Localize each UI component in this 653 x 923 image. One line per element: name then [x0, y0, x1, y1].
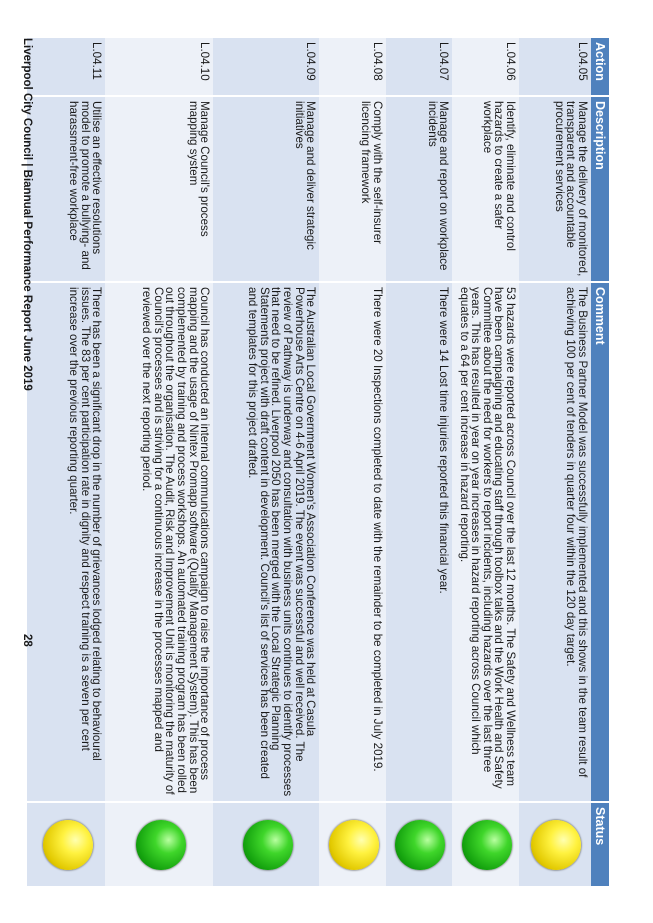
table-row: [519, 38, 591, 886]
status-cell: [319, 802, 386, 886]
status-green-light-icon: [243, 820, 293, 870]
action-description: Comply with the self-insurer licencing framework: [319, 96, 386, 282]
table-row: [105, 38, 213, 886]
action-code: L.04.09: [213, 38, 319, 96]
action-description: Manage the delivery of monitored, transparent and accountable procurement services: [519, 96, 591, 282]
action-description: Utilise an effective resolutions model to promote a bullying- and harassment-free workplace: [27, 96, 105, 282]
header-action: Action: [591, 38, 609, 96]
status-yellow-light-icon: [43, 820, 93, 870]
action-comment: 53 hazards were reported across Council over the last 12 months. The Safety and Wellness team have been campaigning and educating staff through toolbox talks and the Work Health and Safety Committee about the need for workers to report incidents, including hazards over the last three years. This has resulted in year on year increases in hazard reporting across Council which equates to a 64 per cent increase in hazard reporting.: [452, 282, 519, 802]
status-yellow-light-icon: [531, 820, 581, 870]
table-body: [27, 38, 591, 886]
action-comment: The Australian Local Government Women's Association Conference was held at Casula Powerhouse Arts Centre on 4-6 April 2019. The event was successful and well received. The review of Pathway is underway and consultation with business units continues to identify processes that need to be refined. Liverpool 2050 has been merged with the Local Strategic Planning Statements project with draft content in development. Council's list of services has been created and templates for this project drafted.: [213, 282, 319, 802]
status-cell: [386, 802, 453, 886]
action-description: Identify, eliminate and control hazards to create a safer workplace: [452, 96, 519, 282]
status-cell: [213, 802, 319, 886]
footer-page-number: 28: [21, 634, 33, 647]
action-code: L.04.05: [519, 38, 591, 96]
action-code: L.04.10: [105, 38, 213, 96]
action-comment: There has been a significant drop in the number of grievances lodged relating to behavioural issues. The 83 per cent participation rate in dignity and respect training is a seven per cent increase over the previous reporting quarter.: [27, 282, 105, 802]
table-header-row: [591, 38, 609, 886]
status-cell: [27, 802, 105, 886]
action-comment: There were 14 Lost time injuries reported this financial year.: [386, 282, 453, 802]
status-yellow-light-icon: [329, 820, 379, 870]
table-row: [213, 38, 319, 886]
action-code: L.04.11: [27, 38, 105, 96]
page-footer: [17, 38, 33, 886]
header-status: Status: [591, 802, 609, 886]
header-description: Description: [591, 96, 609, 282]
action-code: L.04.07: [386, 38, 453, 96]
action-comment: The Business Partner Model was successfully implemented and this shows in the team result of achieving 100 per cent of tenders in quarter four within the 120 day target.: [519, 282, 591, 802]
table-row: [452, 38, 519, 886]
action-description: Manage and report on workplace incidents: [386, 96, 453, 282]
header-comment: Comment: [591, 282, 609, 802]
status-cell: [105, 802, 213, 886]
performance-table: [27, 38, 609, 886]
status-green-light-icon: [462, 820, 512, 870]
action-comment: Council has conducted an internal communications campaign to raise the importance of process mapping and the usage of Nintex Promapp software (Quality Management System). This has been complemented by training and process workshops. An automated training program has been rolled out throughout the organisation. The Audit, Risk and Improvement Unit is monitoring the maturity of Council's processes and is striving for a continuous increase in the processes mapped and reviewed over the next reporting period.: [105, 282, 213, 802]
action-comment: There were 20 Inspections completed to date with the remainder to be completed in July 2019.: [319, 282, 386, 802]
status-cell: [452, 802, 519, 886]
action-description: Manage Council's process mapping system: [105, 96, 213, 282]
table-row: [27, 38, 105, 886]
action-code: L.04.06: [452, 38, 519, 96]
action-code: L.04.08: [319, 38, 386, 96]
footer-report-title: Liverpool City Council | Biannual Performance Report June 2019: [21, 38, 33, 391]
table-row: [319, 38, 386, 886]
table-row: [386, 38, 453, 886]
status-green-light-icon: [136, 820, 186, 870]
status-cell: [519, 802, 591, 886]
action-description: Manage and deliver strategic initiatives: [213, 96, 319, 282]
status-green-light-icon: [395, 820, 445, 870]
